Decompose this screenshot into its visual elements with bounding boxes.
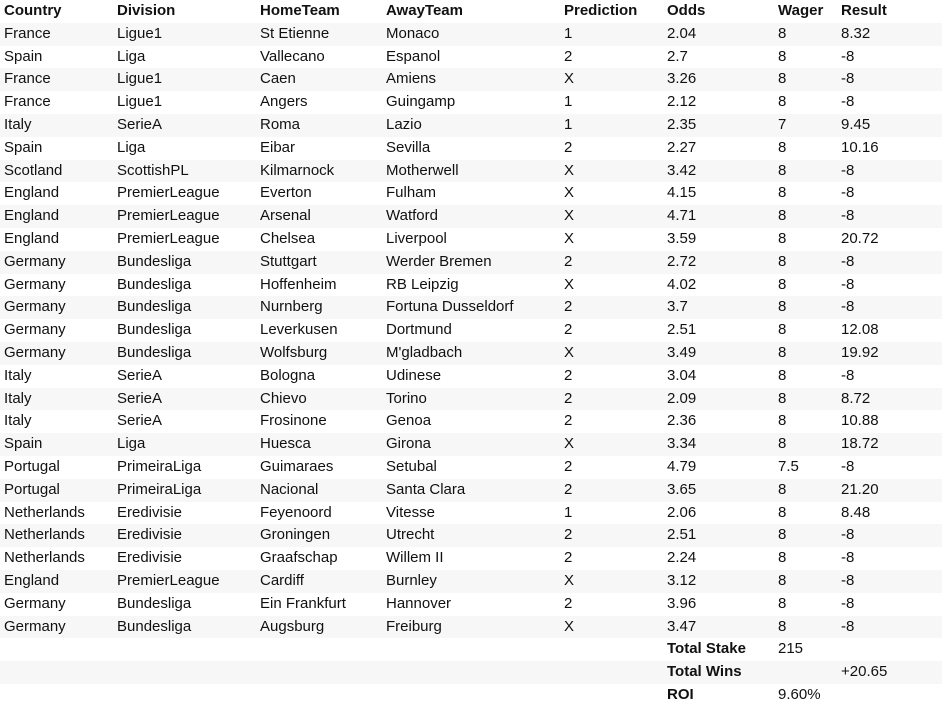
hometeam-cell: Leverkusen <box>260 321 338 339</box>
country-cell: Spain <box>4 138 43 156</box>
country-cell: Netherlands <box>4 526 85 544</box>
division-cell: Bundesliga <box>117 298 192 316</box>
table-row <box>0 23 942 46</box>
total-wins-value: +20.65 <box>841 663 888 681</box>
col-header-country: Country <box>4 2 62 19</box>
awayteam-cell: Fortuna Dusseldorf <box>386 298 514 316</box>
hometeam-cell: Feyenoord <box>260 503 332 521</box>
hometeam-cell: Groningen <box>260 526 331 544</box>
prediction-cell: X <box>564 275 575 293</box>
result-cell: -8 <box>841 549 855 567</box>
table-row <box>0 593 942 616</box>
header-row <box>0 0 942 23</box>
wager-cell: 8 <box>778 617 787 635</box>
awayteam-cell: Udinese <box>386 366 442 384</box>
odds-cell: 3.65 <box>667 480 697 498</box>
table-row <box>0 616 942 639</box>
table-row <box>0 319 942 342</box>
division-cell: Bundesliga <box>117 275 192 293</box>
odds-cell: 3.47 <box>667 617 697 635</box>
division-cell: Eredivisie <box>117 549 183 567</box>
odds-cell: 3.7 <box>667 298 688 316</box>
hometeam-cell: Guimaraes <box>260 457 334 475</box>
division-cell: SerieA <box>117 412 163 430</box>
division-cell: Liga <box>117 138 146 156</box>
division-cell: Bundesliga <box>117 343 192 361</box>
awayteam-cell: Freiburg <box>386 617 442 635</box>
awayteam-cell: Watford <box>386 207 438 225</box>
division-cell: Bundesliga <box>117 252 192 270</box>
hometeam-cell: Huesca <box>260 435 311 453</box>
result-cell: -8 <box>841 207 855 225</box>
country-cell: England <box>4 184 60 202</box>
hometeam-cell: Roma <box>260 115 301 133</box>
awayteam-cell: Lazio <box>386 115 422 133</box>
summary-row-total-wins <box>0 661 942 684</box>
result-cell: -8 <box>841 457 855 475</box>
table-row <box>0 46 942 69</box>
col-header-wager: Wager <box>778 2 824 19</box>
roi-label: ROI <box>667 685 694 703</box>
prediction-cell: 1 <box>564 503 573 521</box>
prediction-cell: X <box>564 70 575 88</box>
prediction-cell: X <box>564 617 575 635</box>
result-cell: -8 <box>841 594 855 612</box>
table-row <box>0 570 942 593</box>
wager-cell: 8 <box>778 229 787 247</box>
wager-cell: 8 <box>778 549 787 567</box>
prediction-cell: 2 <box>564 480 573 498</box>
division-cell: Ligue1 <box>117 24 163 42</box>
wager-cell: 8 <box>778 275 787 293</box>
country-cell: Germany <box>4 321 66 339</box>
prediction-cell: X <box>564 161 575 179</box>
odds-cell: 3.96 <box>667 594 697 612</box>
country-cell: England <box>4 207 60 225</box>
hometeam-cell: Everton <box>260 184 312 202</box>
table-row <box>0 160 942 183</box>
prediction-cell: 2 <box>564 252 573 270</box>
country-cell: Germany <box>4 343 66 361</box>
hometeam-cell: Vallecano <box>260 47 325 65</box>
total-stake-value: 215 <box>778 640 804 658</box>
table-row <box>0 410 942 433</box>
result-cell: 21.20 <box>841 480 879 498</box>
table-row <box>0 114 942 137</box>
hometeam-cell: Chievo <box>260 389 307 407</box>
division-cell: PremierLeague <box>117 184 220 202</box>
awayteam-cell: Girona <box>386 435 432 453</box>
wager-cell: 8 <box>778 412 787 430</box>
result-cell: 10.88 <box>841 412 879 430</box>
odds-cell: 2.7 <box>667 47 688 65</box>
wager-cell: 8 <box>778 321 787 339</box>
col-header-awayteam: AwayTeam <box>386 2 463 19</box>
odds-cell: 3.12 <box>667 571 697 589</box>
division-cell: Bundesliga <box>117 594 192 612</box>
awayteam-cell: Utrecht <box>386 526 435 544</box>
division-cell: PremierLeague <box>117 207 220 225</box>
wager-cell: 8 <box>778 389 787 407</box>
country-cell: Italy <box>4 366 32 384</box>
division-cell: Bundesliga <box>117 617 192 635</box>
odds-cell: 3.26 <box>667 70 697 88</box>
division-cell: Eredivisie <box>117 526 183 544</box>
division-cell: Liga <box>117 435 146 453</box>
hometeam-cell: Chelsea <box>260 229 316 247</box>
country-cell: Italy <box>4 389 32 407</box>
prediction-cell: X <box>564 207 575 225</box>
country-cell: Netherlands <box>4 549 85 567</box>
awayteam-cell: RB Leipzig <box>386 275 459 293</box>
prediction-cell: 2 <box>564 389 573 407</box>
division-cell: SerieA <box>117 389 163 407</box>
awayteam-cell: Vitesse <box>386 503 435 521</box>
odds-cell: 2.09 <box>667 389 697 407</box>
table-row <box>0 388 942 411</box>
result-cell: -8 <box>841 366 855 384</box>
hometeam-cell: Ein Frankfurt <box>260 594 346 612</box>
odds-cell: 2.12 <box>667 93 697 111</box>
hometeam-cell: Stuttgart <box>260 252 317 270</box>
wager-cell: 8 <box>778 594 787 612</box>
result-cell: 10.16 <box>841 138 879 156</box>
wager-cell: 8 <box>778 70 787 88</box>
prediction-cell: 2 <box>564 366 573 384</box>
country-cell: England <box>4 229 60 247</box>
odds-cell: 3.42 <box>667 161 697 179</box>
odds-cell: 2.06 <box>667 503 697 521</box>
table-row <box>0 182 942 205</box>
wager-cell: 8 <box>778 252 787 270</box>
wager-cell: 7.5 <box>778 457 799 475</box>
total-wins-label: Total Wins <box>667 663 742 681</box>
table-row <box>0 524 942 547</box>
result-cell: 8.72 <box>841 389 871 407</box>
wager-cell: 8 <box>778 435 787 453</box>
result-cell: -8 <box>841 252 855 270</box>
odds-cell: 2.72 <box>667 252 697 270</box>
odds-cell: 2.35 <box>667 115 697 133</box>
result-cell: -8 <box>841 47 855 65</box>
country-cell: Germany <box>4 617 66 635</box>
wager-cell: 8 <box>778 526 787 544</box>
wager-cell: 8 <box>778 480 787 498</box>
division-cell: PremierLeague <box>117 571 220 589</box>
result-cell: 19.92 <box>841 343 879 361</box>
division-cell: SerieA <box>117 366 163 384</box>
division-cell: Ligue1 <box>117 93 163 111</box>
awayteam-cell: Setubal <box>386 457 437 475</box>
result-cell: 12.08 <box>841 321 879 339</box>
awayteam-cell: Burnley <box>386 571 437 589</box>
table-row <box>0 296 942 319</box>
table-row <box>0 433 942 456</box>
table-row <box>0 456 942 479</box>
odds-cell: 3.34 <box>667 435 697 453</box>
table-row <box>0 547 942 570</box>
prediction-cell: X <box>564 343 575 361</box>
prediction-cell: X <box>564 184 575 202</box>
prediction-cell: 2 <box>564 526 573 544</box>
wager-cell: 8 <box>778 343 787 361</box>
hometeam-cell: Nurnberg <box>260 298 323 316</box>
division-cell: ScottishPL <box>117 161 189 179</box>
wager-cell: 8 <box>778 366 787 384</box>
awayteam-cell: M'gladbach <box>386 343 463 361</box>
hometeam-cell: Angers <box>260 93 308 111</box>
country-cell: Germany <box>4 275 66 293</box>
prediction-cell: X <box>564 571 575 589</box>
col-header-hometeam: HomeTeam <box>260 2 340 19</box>
table-row <box>0 205 942 228</box>
result-cell: -8 <box>841 161 855 179</box>
table-row <box>0 251 942 274</box>
wager-cell: 8 <box>778 47 787 65</box>
hometeam-cell: Frosinone <box>260 412 327 430</box>
country-cell: Portugal <box>4 457 60 475</box>
result-cell: 18.72 <box>841 435 879 453</box>
wager-cell: 7 <box>778 115 787 133</box>
odds-cell: 2.04 <box>667 24 697 42</box>
awayteam-cell: Dortmund <box>386 321 452 339</box>
wager-cell: 8 <box>778 24 787 42</box>
prediction-cell: X <box>564 229 575 247</box>
awayteam-cell: Liverpool <box>386 229 447 247</box>
prediction-cell: 2 <box>564 298 573 316</box>
prediction-cell: 2 <box>564 321 573 339</box>
hometeam-cell: Eibar <box>260 138 296 156</box>
odds-cell: 2.36 <box>667 412 697 430</box>
country-cell: Italy <box>4 412 32 430</box>
odds-cell: 2.51 <box>667 526 697 544</box>
country-cell: Germany <box>4 594 66 612</box>
table-row <box>0 137 942 160</box>
odds-cell: 4.71 <box>667 207 697 225</box>
awayteam-cell: Amiens <box>386 70 437 88</box>
table-row <box>0 91 942 114</box>
odds-cell: 2.51 <box>667 321 697 339</box>
country-cell: Netherlands <box>4 503 85 521</box>
country-cell: Germany <box>4 298 66 316</box>
division-cell: Bundesliga <box>117 321 192 339</box>
result-cell: -8 <box>841 275 855 293</box>
result-cell: -8 <box>841 298 855 316</box>
division-cell: PrimeiraLiga <box>117 457 202 475</box>
col-header-odds: Odds <box>667 2 706 19</box>
total-stake-label: Total Stake <box>667 640 746 658</box>
result-cell: -8 <box>841 93 855 111</box>
prediction-cell: 2 <box>564 457 573 475</box>
awayteam-cell: Sevilla <box>386 138 431 156</box>
col-header-result: Result <box>841 2 887 19</box>
result-cell: -8 <box>841 526 855 544</box>
odds-cell: 2.24 <box>667 549 697 567</box>
result-cell: 9.45 <box>841 115 871 133</box>
prediction-cell: 2 <box>564 47 573 65</box>
roi-value: 9.60% <box>778 685 821 703</box>
result-cell: -8 <box>841 70 855 88</box>
division-cell: PremierLeague <box>117 229 220 247</box>
division-cell: PrimeiraLiga <box>117 480 202 498</box>
summary-row-total-stake <box>0 638 942 661</box>
country-cell: Spain <box>4 47 43 65</box>
country-cell: France <box>4 70 51 88</box>
country-cell: Portugal <box>4 480 60 498</box>
wager-cell: 8 <box>778 161 787 179</box>
division-cell: SerieA <box>117 115 163 133</box>
hometeam-cell: Wolfsburg <box>260 343 328 361</box>
awayteam-cell: Fulham <box>386 184 437 202</box>
wager-cell: 8 <box>778 298 787 316</box>
wager-cell: 8 <box>778 207 787 225</box>
hometeam-cell: Kilmarnock <box>260 161 335 179</box>
country-cell: Spain <box>4 435 43 453</box>
awayteam-cell: Werder Bremen <box>386 252 492 270</box>
prediction-cell: 1 <box>564 115 573 133</box>
odds-cell: 4.15 <box>667 184 697 202</box>
odds-cell: 3.59 <box>667 229 697 247</box>
table-row <box>0 342 942 365</box>
awayteam-cell: Espanol <box>386 47 441 65</box>
table-row <box>0 68 942 91</box>
odds-cell: 3.49 <box>667 343 697 361</box>
table-row <box>0 365 942 388</box>
country-cell: France <box>4 93 51 111</box>
table-row <box>0 502 942 525</box>
table-row <box>0 228 942 251</box>
result-cell: 8.32 <box>841 24 871 42</box>
odds-cell: 3.04 <box>667 366 697 384</box>
result-cell: 20.72 <box>841 229 879 247</box>
prediction-cell: X <box>564 435 575 453</box>
wager-cell: 8 <box>778 503 787 521</box>
hometeam-cell: Augsburg <box>260 617 325 635</box>
hometeam-cell: St Etienne <box>260 24 330 42</box>
country-cell: France <box>4 24 51 42</box>
awayteam-cell: Genoa <box>386 412 432 430</box>
hometeam-cell: Cardiff <box>260 571 304 589</box>
odds-cell: 2.27 <box>667 138 697 156</box>
wager-cell: 8 <box>778 571 787 589</box>
wager-cell: 8 <box>778 93 787 111</box>
hometeam-cell: Nacional <box>260 480 319 498</box>
awayteam-cell: Willem II <box>386 549 444 567</box>
prediction-cell: 2 <box>564 138 573 156</box>
awayteam-cell: Motherwell <box>386 161 459 179</box>
prediction-cell: 2 <box>564 594 573 612</box>
table-body <box>0 23 942 639</box>
prediction-cell: 2 <box>564 412 573 430</box>
prediction-cell: 1 <box>564 24 573 42</box>
table-row <box>0 479 942 502</box>
hometeam-cell: Bologna <box>260 366 316 384</box>
hometeam-cell: Arsenal <box>260 207 311 225</box>
country-cell: England <box>4 571 60 589</box>
country-cell: Scotland <box>4 161 63 179</box>
prediction-cell: 2 <box>564 549 573 567</box>
col-header-prediction: Prediction <box>564 2 638 19</box>
awayteam-cell: Monaco <box>386 24 440 42</box>
odds-cell: 4.02 <box>667 275 697 293</box>
col-header-division: Division <box>117 2 176 19</box>
awayteam-cell: Hannover <box>386 594 452 612</box>
result-cell: 8.48 <box>841 503 871 521</box>
odds-cell: 4.79 <box>667 457 697 475</box>
table-row <box>0 274 942 297</box>
awayteam-cell: Guingamp <box>386 93 456 111</box>
awayteam-cell: Santa Clara <box>386 480 466 498</box>
awayteam-cell: Torino <box>386 389 427 407</box>
hometeam-cell: Graafschap <box>260 549 338 567</box>
country-cell: Italy <box>4 115 32 133</box>
result-cell: -8 <box>841 617 855 635</box>
wager-cell: 8 <box>778 184 787 202</box>
result-cell: -8 <box>841 184 855 202</box>
summary-row-roi <box>0 684 942 707</box>
result-cell: -8 <box>841 571 855 589</box>
division-cell: Liga <box>117 47 146 65</box>
division-cell: Ligue1 <box>117 70 163 88</box>
hometeam-cell: Hoffenheim <box>260 275 337 293</box>
prediction-cell: 1 <box>564 93 573 111</box>
country-cell: Germany <box>4 252 66 270</box>
wager-cell: 8 <box>778 138 787 156</box>
hometeam-cell: Caen <box>260 70 296 88</box>
division-cell: Eredivisie <box>117 503 183 521</box>
